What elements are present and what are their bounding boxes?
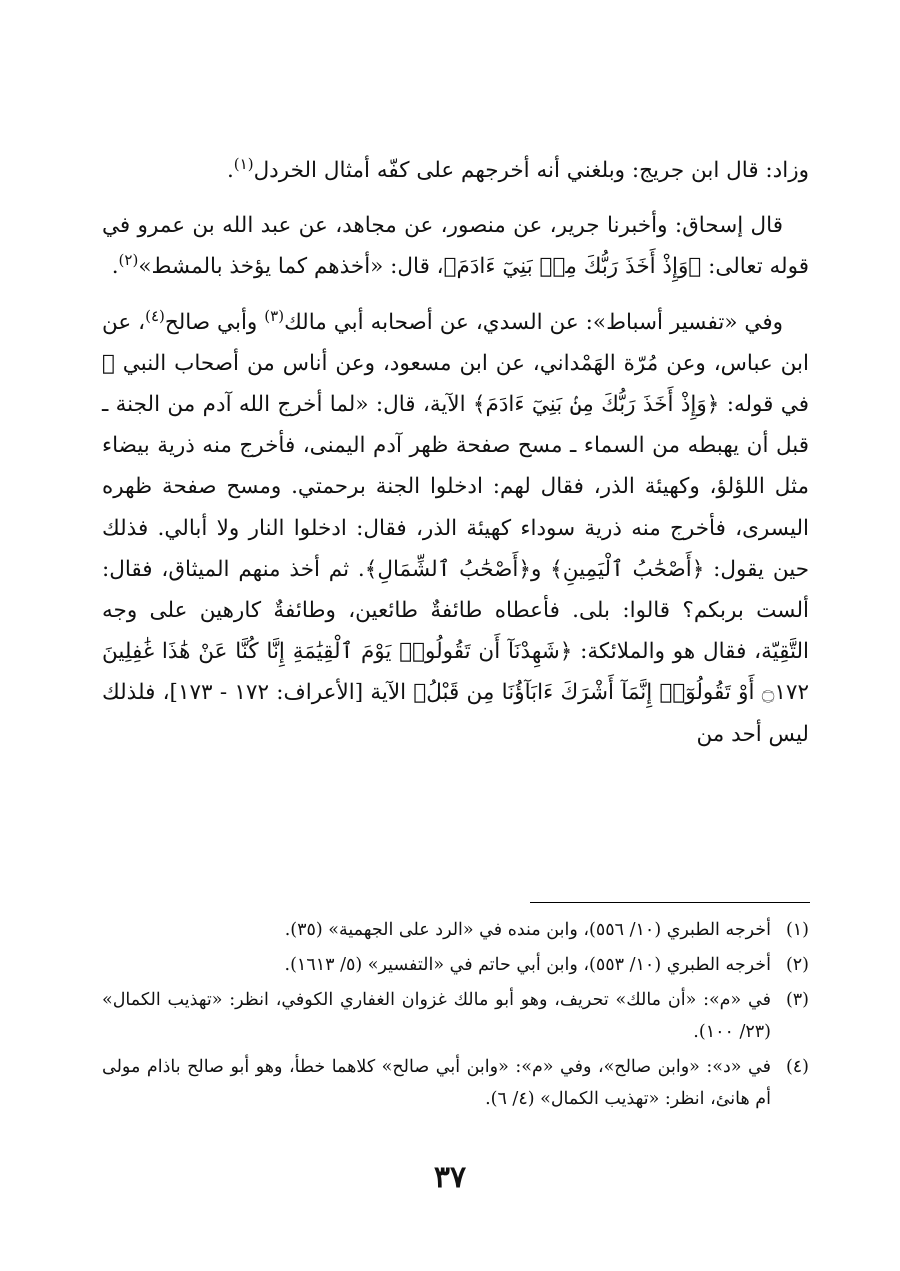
paragraph-2-text: قال إسحاق: وأخبرنا جرير، عن منصور، عن مجاهد، عن عبد الله بن عمرو في قوله تعالى: ﴿وَإِذْ أَخَذَ رَبُّكَ مِنۢ بَنِيٓ ءَادَمَ﴾، قال: «أخذهم كما يؤخذ بالمشط» — [102, 213, 809, 280]
footnote-ref-4: (٤) — [145, 306, 165, 325]
paragraph-1 — [102, 150, 809, 191]
footnote-1 — [102, 914, 809, 946]
paragraph-2-end: . — [111, 254, 119, 280]
footnote-text: في «د»: «وابن صالح»، وفي «م»: «وابن أبي صالح» كلاهما خطأ، وهو أبو صالح باذام مولى أم هانئ، انظر: «تهذيب الكمال» (٤/ ٦). — [102, 1057, 771, 1109]
paragraph-2 — [102, 205, 809, 287]
footnote-text: أخرجه الطبري (١٠/ ٥٥٣)، وابن أبي حاتم في «التفسير» (٥/ ١٦١٣). — [284, 955, 771, 975]
footnote-ref-3: (٣) — [264, 306, 285, 325]
footnote-2 — [102, 949, 809, 981]
footnotes — [102, 914, 809, 1118]
footnote-separator — [530, 902, 810, 903]
footnote-ref-2: (٢) — [118, 251, 139, 270]
paragraph-1-text: وزاد: قال ابن جريج: وبلغني أنه أخرجهم على كفّه أمثال الخردل — [253, 158, 809, 183]
paragraph-3 — [102, 302, 809, 755]
paragraph-3-text-b: وأبي صالح — [164, 309, 265, 335]
footnote-number: (٢) — [785, 955, 809, 975]
main-text — [102, 150, 809, 755]
footnote-number: (١) — [785, 920, 809, 940]
footnote-4 — [102, 1051, 809, 1115]
footnote-number: (٣) — [785, 990, 809, 1010]
footnote-3 — [102, 984, 809, 1048]
footnote-ref-1: (١) — [233, 154, 254, 173]
paragraph-3-text-a: وفي «تفسير أسباط»: عن السدي، عن أصحابه أبي مالك — [284, 309, 784, 335]
footnote-text: أخرجه الطبري (١٠/ ٥٥٦)، وابن منده في «الرد على الجهمية» (٣٥). — [284, 920, 771, 940]
footnote-text: في «م»: «أن مالك» تحريف، وهو أبو مالك غزوان الغفاري الكوفي، انظر: «تهذيب الكمال» (٢٣/ ١٠٠). — [102, 990, 771, 1042]
paragraph-3-text-c: ، عن ابن عباس، وعن مُرّة الهَمْداني، عن ابن مسعود، وعن أناس من أصحاب النبي ﷺ في قوله: ﴿وَإِذْ أَخَذَ رَبُّكَ مِنۢ بَنِيٓ ءَادَمَ﴾ الآية، قال: «لما أخرج الله آدم من الجنة ـ قبل أن يهبطه من السماء ـ مسح صفحة ظهر آدم اليمنى، فأخرج منه ذرية بيضاء مثل اللؤلؤ، وكهيئة الذر، فقال لهم: ادخلوا الجنة برحمتي. ومسح صفحة ظهره اليسرى، فأخرج منه ذرية سوداء كهيئة الذر، فقال: ادخلوا النار ولا أبالي. فذلك حين يقول: ﴿أَصْحَٰبُ ٱلْيَمِينِ﴾ و﴿أَصْحَٰبُ ٱلشِّمَالِ﴾. ثم أخذ منهم الميثاق، فقال: ألست بربكم؟ قالوا: بلى. فأعطاه طائفةٌ طائعين، وطائفةٌ كارهين على وجه التَّقِيّة، فقال هو والملائكة: ﴿شَهِدْنَآ أَن تَقُولُوا۟ يَوْمَ ٱلْقِيَٰمَةِ إِنَّا كُنَّا عَنْ هَٰذَا غَٰفِلِينَ ۝١٧٢ أَوْ تَقُولُوٓا۟ إِنَّمَآ أَشْرَكَ ءَابَآؤُنَا مِن قَبْلُ﴾ الآية [الأعراف: ١٧٢ - ١٧٣]، فلذلك ليس أحد من — [102, 309, 809, 747]
paragraph-1-end: . — [226, 158, 234, 183]
footnote-number: (٤) — [785, 1057, 809, 1077]
page-number: ٣٧ — [433, 1160, 467, 1195]
